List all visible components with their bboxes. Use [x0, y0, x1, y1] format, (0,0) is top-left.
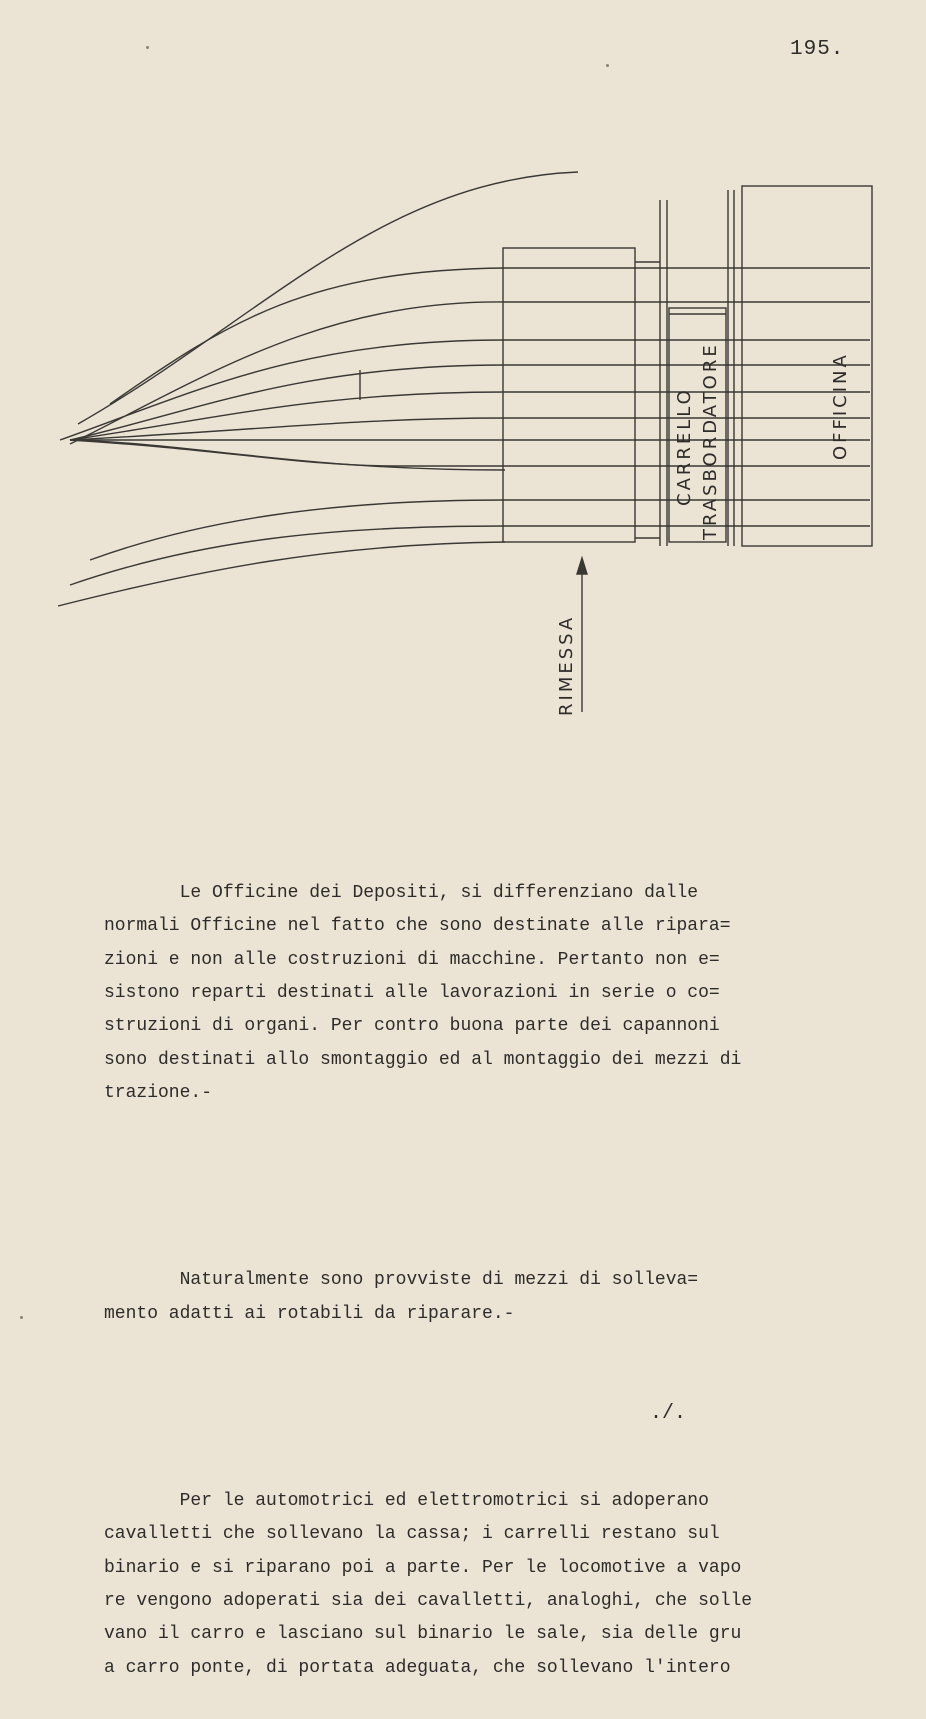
page-number: 195. [790, 38, 845, 61]
text-line: zioni e non alle costruzioni di macchine. Pertanto non e= [104, 949, 720, 970]
continuation-mark: ./. [650, 1402, 687, 1425]
paper-speck [606, 64, 609, 67]
text-line: Per le automotrici ed elettromotrici si adoperano [104, 1490, 709, 1511]
track-curve [70, 440, 870, 466]
text-line: a carro ponte, di portata adeguata, che sollevano l'intero [104, 1657, 731, 1678]
paper-speck [146, 46, 149, 49]
rimessa-building [503, 248, 635, 542]
text-line: trazione.- [104, 1083, 213, 1104]
label-officina: OFFICINA [830, 352, 851, 460]
text-line: mento adatti ai rotabili da riparare.- [104, 1303, 515, 1324]
track-curve [110, 268, 870, 404]
track-curve [90, 500, 870, 560]
paragraph [104, 1264, 894, 1331]
depot-track-diagram [0, 0, 926, 800]
label-rimessa: RIMESSA [556, 614, 577, 716]
paper-speck [20, 1316, 23, 1319]
track-curve [60, 340, 870, 440]
paragraph [104, 877, 894, 1111]
text-line: normali Officine nel fatto che sono destinate alle ripara= [104, 916, 731, 937]
track-curve [70, 365, 870, 440]
text-line: sistono reparti destinati alle lavorazioni in serie o co= [104, 983, 720, 1004]
text-line: binario e si riparano poi a parte. Per le locomotive a vapo [104, 1557, 742, 1578]
text-line: Le Officine dei Depositi, si differenziano dalle [104, 882, 699, 903]
text-line: sono destinati allo smontaggio ed al montaggio dei mezzi di [104, 1049, 742, 1070]
track-curve [70, 302, 870, 444]
body-text [104, 810, 894, 1719]
text-line: Naturalmente sono provviste di mezzi di solleva= [104, 1270, 699, 1291]
text-line: re vengono adoperati sia dei cavalletti, analoghi, che solle [104, 1590, 753, 1611]
paragraph [104, 1485, 894, 1685]
text-line: struzioni di organi. Per contro buona parte dei capannoni [104, 1016, 720, 1037]
label-trasbordatore: TRASBORDATORE [700, 342, 721, 540]
officina-building [742, 186, 872, 546]
track-curve [58, 542, 505, 606]
label-carrello: CARRELLO [674, 387, 695, 506]
text-line: vano il carro e lasciano sul binario le sale, sia delle gru [104, 1624, 742, 1645]
text-line: cavalletti che sollevano la cassa; i carrelli restano sul [104, 1524, 720, 1545]
